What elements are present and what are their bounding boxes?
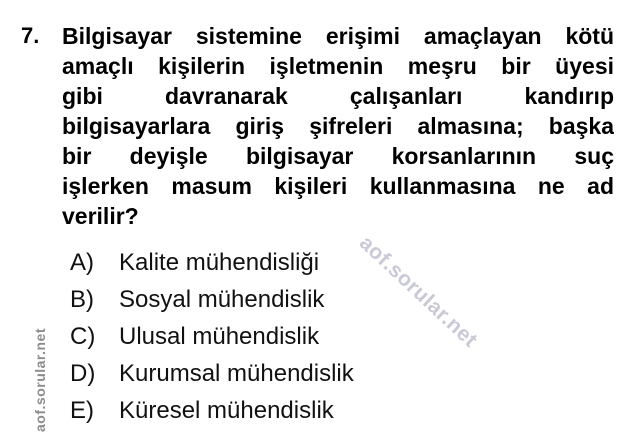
option-letter: A) <box>70 249 94 276</box>
question-number: 7. <box>21 23 40 48</box>
options-list <box>70 244 635 429</box>
option-row-b <box>70 281 635 318</box>
question-line: gibi davranarak çalışanları kandırıp <box>62 83 614 109</box>
option-row-c <box>70 318 635 355</box>
option-text: Sosyal mühendislik <box>119 286 325 313</box>
question-line: amaçlı kişilerin işletmenin meşru bir üyesi <box>62 53 614 79</box>
option-text: Kalite mühendisliği <box>119 249 320 276</box>
option-row-d <box>70 355 635 392</box>
question-line: verilir? <box>62 203 139 229</box>
option-letter: D) <box>70 360 96 387</box>
option-letter: E) <box>70 397 94 424</box>
question-line: bilgisayarlara giriş şifreleri almasına; başka <box>62 113 614 139</box>
question-line: işlerken masum kişileri kullanmasına ne ad <box>62 173 614 199</box>
question-text <box>62 21 614 231</box>
option-row-a <box>70 244 635 281</box>
watermark-diagonal: aof.sorular.net <box>354 231 482 352</box>
option-letter: C) <box>70 323 96 350</box>
question-line: Bilgisayar sistemine erişimi amaçlayan kötü <box>62 23 614 49</box>
option-text: Ulusal mühendislik <box>119 323 320 350</box>
question-line: bir deyişle bilgisayar korsanlarının suç <box>62 143 614 169</box>
watermark-left-vertical: aof.sorular.net <box>32 328 48 432</box>
option-text: Küresel mühendislik <box>119 397 334 424</box>
option-text: Kurumsal mühendislik <box>119 360 354 387</box>
option-row-e <box>70 392 635 429</box>
option-letter: B) <box>70 286 94 313</box>
